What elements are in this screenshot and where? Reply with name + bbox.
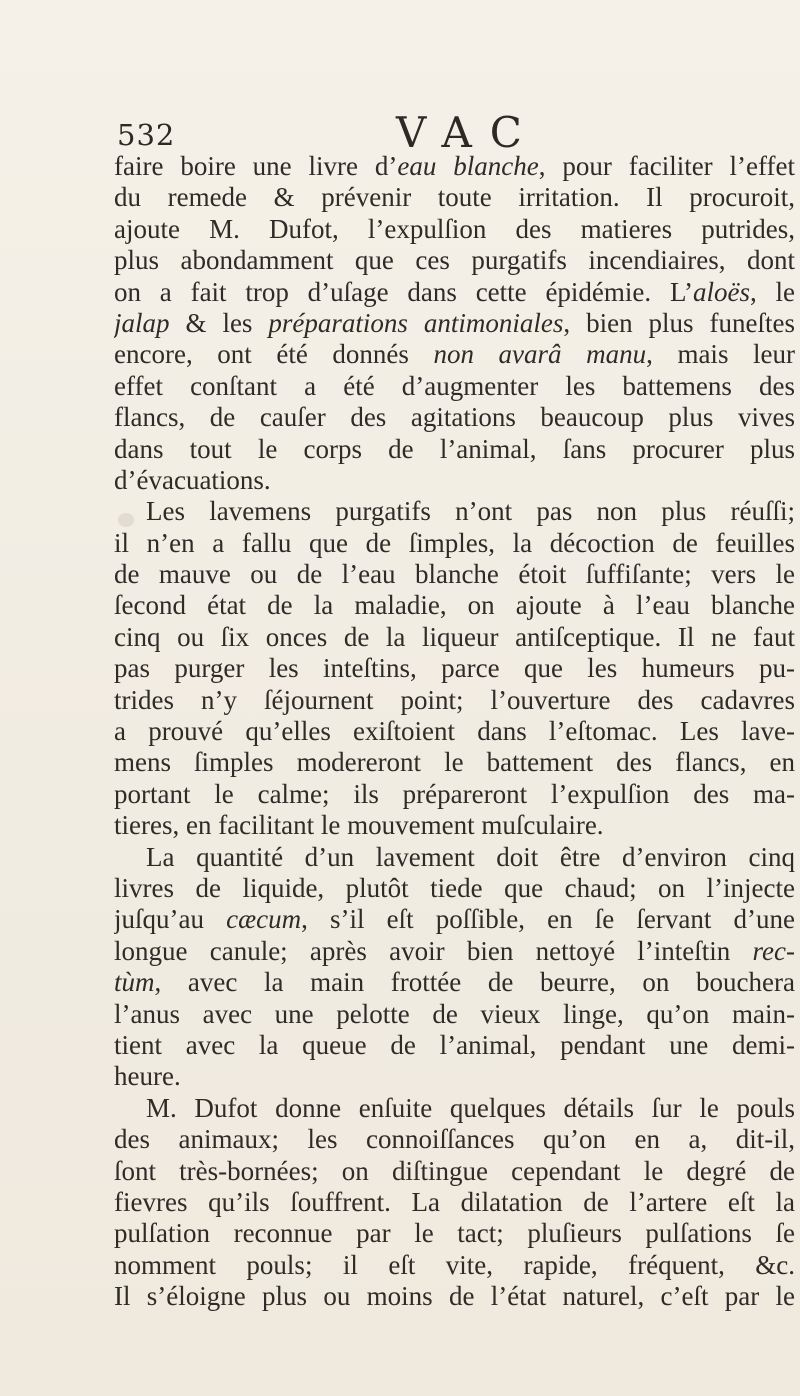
text-line <box>114 1187 795 1218</box>
text-line <box>114 1030 795 1061</box>
text-span: on a fait trop d’uſage dans cette épidémie. L’ <box>114 276 693 307</box>
text-line <box>114 1156 795 1187</box>
text-span: portant le calme; ils prépareront l’expulſion des ma- <box>114 778 795 809</box>
text-span: encore, ont été donnés <box>114 339 434 370</box>
text-line <box>114 402 795 433</box>
text-line <box>114 967 795 998</box>
italic-term: tùm <box>114 967 155 998</box>
text-span: nomment pouls; il eſt vite, rapide, fréquent, &c. <box>114 1249 795 1280</box>
text-span: mens ſimples modereront le battement des flancs, en <box>114 747 795 778</box>
text-line <box>114 277 795 308</box>
text-line <box>114 685 795 716</box>
text-line <box>114 936 795 967</box>
text-span: livres de liquide, plutôt tiede que chaud; on l’injecte <box>114 872 795 903</box>
text-line <box>114 653 795 684</box>
text-span: des animaux; les connoiſſances qu’on en a, dit-il, <box>114 1124 795 1155</box>
text-span: , s’il eſt poſſible, en ſe ſervant d’une <box>301 904 795 935</box>
text-line <box>114 716 795 747</box>
text-line <box>114 1093 795 1124</box>
italic-term: cæcum <box>226 904 302 935</box>
text-line <box>114 842 795 873</box>
text-line <box>114 779 795 810</box>
text-line <box>114 559 795 590</box>
text-span: pulſation reconnue par le tact; pluſieurs pulſations ſe <box>114 1218 795 1249</box>
text-span: , mais leur <box>646 339 795 370</box>
text-span: heure. <box>114 1061 181 1092</box>
text-span: plus abondamment que ces purgatifs incendiaires, dont <box>114 245 795 276</box>
text-span: fievres qu’ils ſouffrent. La dilatation de l’artere eſt la <box>114 1186 795 1217</box>
italic-term: préparations antimoniales <box>268 307 564 338</box>
text-line <box>114 308 795 339</box>
text-line <box>114 434 795 465</box>
text-span: tieres, en facilitant le mouvement muſculaire. <box>114 810 604 841</box>
text-span: a prouvé qu’elles exiſtoient dans l’eſtomac. Les lave- <box>114 716 795 747</box>
text-span: , le <box>749 276 795 307</box>
text-span: pas purger les inteſtins, parce que les humeurs pu- <box>114 653 795 684</box>
text-span: longue canule; après avoir bien nettoyé l’inteſtin <box>114 935 753 966</box>
running-head: VAC <box>396 108 540 157</box>
text-span: ſont très-bornées; on diſtingue cependant le degré de <box>114 1155 795 1186</box>
text-line <box>114 622 795 653</box>
text-span: ſecond état de la maladie, on ajoute à l’eau blanche <box>114 590 795 621</box>
text-span: du remede & prévenir toute irritation. Il procuroit, <box>114 182 795 213</box>
text-line <box>114 1218 795 1249</box>
text-line <box>114 1281 795 1312</box>
text-line <box>114 1061 795 1092</box>
page-number: 532 <box>117 118 176 152</box>
text-span: , bien plus funeſtes <box>563 307 795 338</box>
text-line <box>114 873 795 904</box>
text-span: , avec la main frottée de beurre, on bouchera <box>154 967 795 998</box>
italic-term: jalap <box>114 307 170 338</box>
text-line <box>114 999 795 1030</box>
text-span: effet conſtant a été d’augmenter les battemens des <box>114 370 795 401</box>
text-span: de mauve ou de l’eau blanche étoit ſuffiſante; vers le <box>114 559 795 590</box>
text-span: dans tout le corps de l’animal, ſans procurer plus <box>114 433 795 464</box>
text-line <box>114 465 795 496</box>
text-line <box>114 214 795 245</box>
italic-term: rec- <box>752 935 795 966</box>
text-span: , pour faciliter l’effet <box>538 151 795 181</box>
text-span: cinq ou ſix onces de la liqueur antiſceptique. Il ne faut <box>114 621 795 652</box>
text-span: tient avec la queue de l’animal, pendant une demi- <box>114 1029 795 1060</box>
italic-term: aloës <box>692 276 750 307</box>
text-span: d’évacuations. <box>114 464 271 495</box>
italic-term: eau blanche <box>397 151 539 181</box>
text-span: faire boire une livre d’ <box>114 151 398 181</box>
text-line <box>114 747 795 778</box>
text-line <box>114 590 795 621</box>
text-span: l’anus avec une pelotte de vieux linge, qu’on main- <box>114 998 795 1029</box>
text-span: il n’en a fallu que de ſimples, la décoction de feuilles <box>114 527 795 558</box>
text-span: trides n’y ſéjournent point; l’ouverture des cadavres <box>114 684 795 715</box>
text-span: Les lavemens purgatifs n’ont pas non plus réuſſi; <box>146 496 795 527</box>
text-line <box>114 1250 795 1281</box>
text-line <box>114 904 795 935</box>
text-line <box>114 151 795 182</box>
text-line <box>114 245 795 276</box>
text-line <box>114 1124 795 1155</box>
body-text <box>114 151 795 1312</box>
text-span: Il s’éloigne plus ou moins de l’état naturel, c’eſt par le <box>114 1281 795 1312</box>
text-span: ajoute M. Dufot, l’expulſion des matieres putrides, <box>114 213 795 244</box>
text-span: & les <box>169 307 269 338</box>
text-span: juſqu’au <box>114 904 227 935</box>
text-line <box>114 496 795 527</box>
text-span: La quantité d’un lavement doit être d’environ cinq <box>146 841 795 872</box>
text-line <box>114 528 795 559</box>
text-span: M. Dufot donne enſuite quelques détails ſur le pouls <box>146 1092 795 1123</box>
italic-term: non avarâ manu <box>433 339 647 370</box>
text-line <box>114 182 795 213</box>
text-line <box>114 371 795 402</box>
text-line <box>114 339 795 370</box>
text-line <box>114 810 795 841</box>
text-span: flancs, de cauſer des agitations beaucoup plus vives <box>114 402 795 433</box>
